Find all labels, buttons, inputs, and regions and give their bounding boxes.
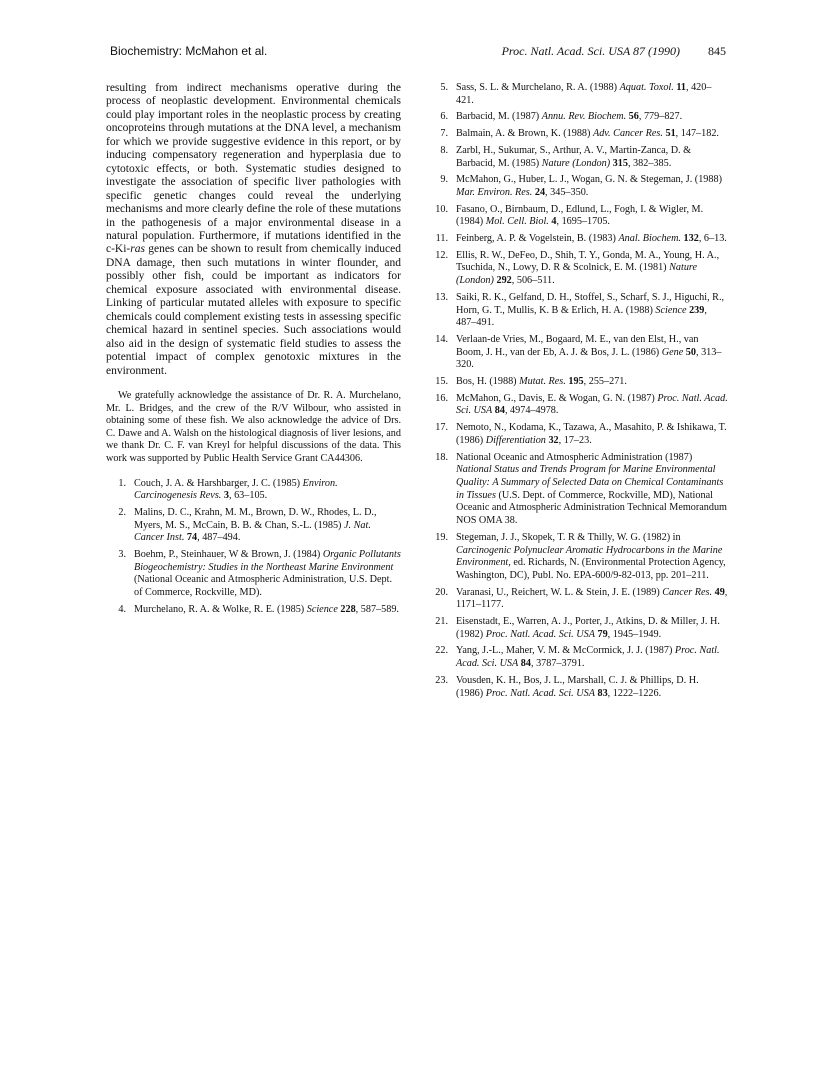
discussion-text-a: resulting from indirect mechanisms operative during the process of neoplastic development. Environmental chemicals could play important roles in the neoplastic process by creating oncoproteins through mutations at the DNA level, a mechanism for which we provide suggestive evidence in this report, or by inducing compensatory regeneration and hyperplasia due to cytotoxic effects, or both. Systematic studies designed to investigate the association of specific liver pathologies with specific genetic changes could reveal the underlying mechanisms and more clearly define the role of these mutations in the pathogenesis of a major environmental disease in a natural population. Furthermore, if mutations identified in the c-Ki-: [106, 82, 401, 256]
running-header: [110, 44, 726, 64]
reference-item: 10. Fasano, O., Birnbaum, D., Edlund, L., Fogh, I. & Wigler, M. (1984) Mol. Cell. Biol. 4, 1695–1705.: [435, 203, 704, 228]
reference-item: 5. Sass, S. L. & Murchelano, R. A. (1988) Aquat. Toxol. 11, 420–421.: [440, 82, 712, 106]
reference-list-left: [106, 478, 401, 617]
reference-item: 11. Feinberg, A. P. & Vogelstein, B. (1983) Anal. Biochem. 132, 6–13.: [435, 233, 727, 245]
header-title: Biochemistry: McMahon et al.: [110, 44, 268, 58]
reference-item: 7. Balmain, A. & Brown, K. (1988) Adv. Cancer Res. 51, 147–182.: [440, 128, 719, 140]
discussion-paragraph: [106, 82, 401, 378]
reference-item: 4. Murchelano, R. A. & Wolke, R. E. (1985) Science 228, 587–589.: [118, 603, 399, 615]
reference-item: 8. Zarbl, H., Sukumar, S., Arthur, A. V., Martin-Zanca, D. & Barbacid, M. (1985) Nature (London) 315, 382–385.: [440, 144, 692, 169]
reference-item: 22. Yang, J.-L., Maher, V. M. & McCormick, J. J. (1987) Proc. Natl. Acad. Sci. USA 84, 3787–3791.: [435, 645, 720, 670]
reference-item: 13. Saiki, R. K., Gelfand, D. H., Stoffel, S., Scharf, S. J., Higuchi, R., Horn, G. T., Mullis, K. B & Erlich, H. A. (1988) Science 239, 487–491.: [435, 291, 725, 329]
left-column: [106, 82, 401, 621]
discussion-gene-ras: ras: [130, 243, 145, 256]
reference-item: 6. Barbacid, M. (1987) Annu. Rev. Biochem. 56, 779–827.: [440, 111, 683, 123]
reference-list-right: [428, 82, 728, 700]
reference-item: 23. Vousden, K. H., Bos, J. L., Marshall, C. J. & Phillips, D. H. (1986) Proc. Natl. Acad. Sci. USA 83, 1222–1226.: [435, 674, 699, 699]
reference-item: 2. Malins, D. C., Krahn, M. M., Brown, D. W., Rhodes, L. D., Myers, M. S., McCain, B. B. & Chan, S.-L. (1985) J. Nat. Cancer Inst. 74, 487–494.: [118, 506, 377, 544]
header-journal: Proc. Natl. Acad. Sci. USA 87 (1990): [501, 44, 680, 58]
reference-item: 17. Nemoto, N., Kodama, K., Tazawa, A., Masahito, P. & Ishikawa, T. (1986) Differentiation 32, 17–23.: [435, 422, 727, 446]
reference-item: 9. McMahon, G., Huber, L. J., Wogan, G. N. & Stegeman, J. (1988) Mar. Environ. Res. 24, 345–350.: [440, 174, 722, 198]
reference-item: 19. Stegeman, J. J., Skopek, T. R & Thilly, W. G. (1982) in Carcinogenic Polynuclear Aromatic Hydrocarbons in the Marine Environment, ed. Richards, N. (Environmental Protection Agency, Washington, DC), Publ. No. EPA-600/9-82-013, pp. 201–211.: [435, 531, 726, 581]
reference-item: 18. National Oceanic and Atmospheric Administration (1987) National Status and Trends Program for Marine Environmental Quality: A Summary of Selected Data on Chemical Contaminants in Tissues (U.S. Dept. of Commerce, Rockville, MD), National Oceanic and Atmospheric Administration Technical Memorandum NOS OMA 38.: [435, 451, 727, 527]
header-journal-info: [502, 44, 726, 59]
reference-item: 21. Eisenstadt, E., Warren, A. J., Porter, J., Atkins, D. & Miller, J. H. (1982) Proc. Natl. Acad. Sci. USA 79, 1945–1949.: [435, 616, 720, 640]
page-number: 845: [708, 44, 726, 58]
discussion-text-b: genes can be shown to result from chemically induced DNA damage, then such mutations in winter flounder, and possibly other fish, could be important as indicators for chemical exposure associated with environmental disease. Linking of particular mutated alleles with exposure to specific chemicals could complement existing tests in assessing specific chemical hazard in sentinel species. Such associations would also aid in the design of systematic field studies to assess the potential impact of complex genotoxic mixtures in the environment.: [106, 243, 401, 377]
right-column: [428, 82, 728, 704]
reference-item: 14. Verlaan-de Vries, M., Bogaard, M. E., van den Elst, H., van Boom, J. H., van der Eb, A. J. & Bos, J. L. (1986) Gene 50, 313–320.: [435, 333, 722, 371]
reference-item: 3. Boehm, P., Steinhauer, W & Brown, J. (1984) Organic Pollutants Biogeochemistry: Studies in the Northeast Marine Environment (National Oceanic and Atmospheric Administration, U.S. Dept. of Commerce, Rockville, MD).: [118, 549, 401, 599]
reference-item: 12. Ellis, R. W., DeFeo, D., Shih, T. Y., Gonda, M. A., Young, H. A., Tsuchida, N., Lowy, D. R & Scolnick, E. M. (1981) Nature (London) 292, 506–511.: [435, 249, 720, 287]
reference-item: 20. Varanasi, U., Reichert, W. L. & Stein, J. E. (1989) Cancer Res. 49, 1171–1177.: [435, 586, 728, 611]
acknowledgment: We gratefully acknowledge the assistance of Dr. R. A. Murchelano, Mr. L. Bridges, and the crew of the R/V Wilbour, who assisted in obtaining some of these fish. We also acknowledge the advice of Drs. C. Dawe and A. Walsh on the histological diagnosis of liver lesions, and we thank Dr. C. F. van Kreyl for helpful discussions of the data. This work was supported by Public Health Service Grant CA44306.: [106, 389, 401, 464]
reference-item: 15. Bos, H. (1988) Mutat. Res. 195, 255–271.: [435, 376, 627, 388]
reference-item: 1. Couch, J. A. & Harshbarger, J. C. (1985) Environ. Carcinogenesis Revs. 3, 63–105.: [118, 477, 338, 502]
reference-item: 16. McMahon, G., Davis, E. & Wogan, G. N. (1987) Proc. Natl. Acad. Sci. USA 84, 4974–4978.: [435, 392, 728, 417]
